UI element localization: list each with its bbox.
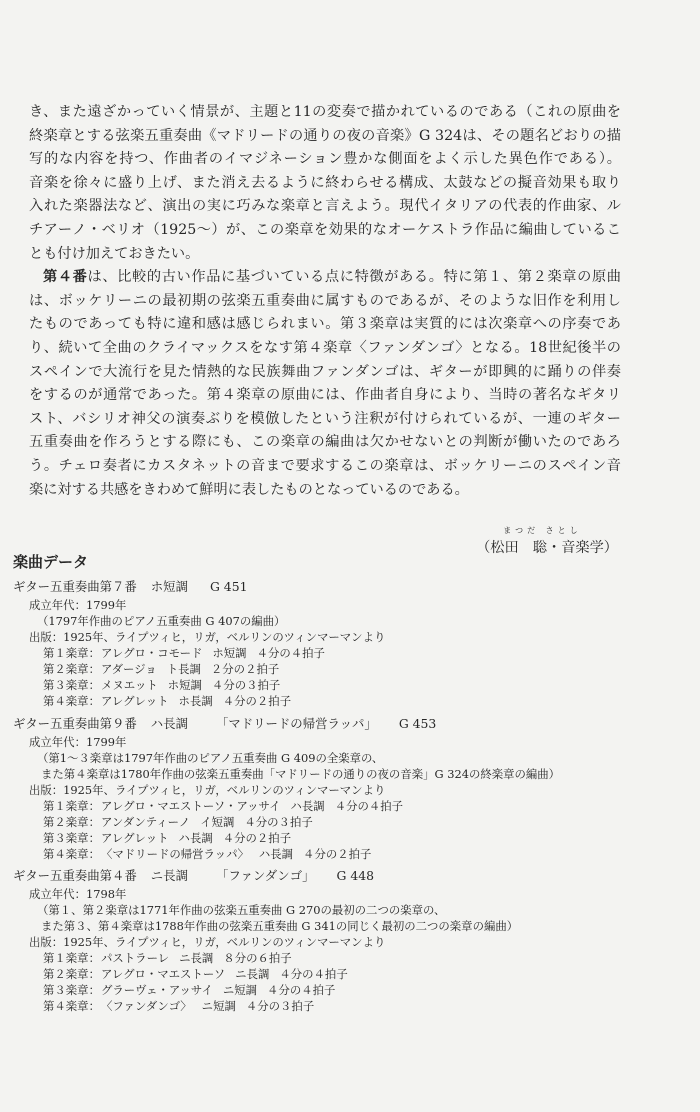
movement-meter: ４分の３拍子 <box>244 815 313 829</box>
text-line: は、ボッケリーニの最初期の弦楽五重奏曲に属すものであるが、そのような旧作を利用し <box>29 292 621 309</box>
movement-number: 第４楽章： <box>43 999 100 1013</box>
text-line: スト、バシリオ神父の演奏ぶりを模倣したという注釈が付けられているが、一連のギター <box>29 410 621 427</box>
movement-meter: ４分の２拍子 <box>303 847 372 861</box>
movement-meter: ４分の４拍子 <box>334 799 404 813</box>
text-line: 終楽章とする弦楽五重奏曲《マドリードの通りの夜の音楽》G 324は、その題名どおりの描 <box>29 127 621 144</box>
movement-number: 第２楽章： <box>43 967 100 981</box>
movement-key: ニ長調 <box>235 967 270 981</box>
paragraph-lead: 第４番 <box>43 269 88 286</box>
arrangement-note: （1797年作曲のピアノ五重奏曲 G 407の編曲） <box>37 614 286 628</box>
movement-meter: ４分の３拍子 <box>245 999 315 1013</box>
text-line: たものであっても特に違和感は感じられまい。第３楽章は実質的には次楽章への序奏であ <box>29 316 621 333</box>
movement-number: 第２楽章： <box>43 815 100 829</box>
catalog-number: G 448 <box>336 868 374 883</box>
piece-nickname: 「マドリードの帰営ラッパ」 <box>215 716 377 731</box>
text-line: 五重奏曲を作ろうとする際にも、この楽章の編曲は欠かせないとの判断が働いたのであろ <box>29 434 621 451</box>
signature-text: （松田 聡・音楽学） <box>476 540 618 556</box>
movement-key: イ短調 <box>200 815 235 829</box>
movement-meter: ２分の２拍子 <box>210 662 280 676</box>
movement-name: パストラーレ <box>101 951 170 965</box>
movement-number: 第１楽章： <box>43 799 100 813</box>
movement-name: アレグロ・マエストーソ <box>101 967 226 981</box>
piece-title: ギター五重奏曲第９番 <box>13 716 137 731</box>
movement-row <box>13 677 693 693</box>
publication-info: 出版：1925年、ライプツィヒ，リガ，ベルリンのツィンマーマンより <box>29 783 386 797</box>
movement-key: ニ短調 <box>222 983 258 997</box>
movement-row <box>13 798 693 814</box>
text-line: 楽に対する共感をきわめて鮮明に表したものとなっているのである。 <box>29 481 469 498</box>
movement-key: ト長調 <box>166 662 201 676</box>
movement-name: アンダンティーノ <box>101 815 191 829</box>
movement-meter: ４分の２拍子 <box>222 694 292 708</box>
composition-year: 成立年代：1799年 <box>29 598 127 612</box>
movement-row <box>13 846 693 862</box>
movement-meter: ４分の４拍子 <box>267 983 336 997</box>
piece-key: ハ長調 <box>150 716 188 731</box>
movement-meter: ４分の４拍子 <box>279 967 348 981</box>
piece-entry <box>13 866 693 1014</box>
arrangement-note: また第４楽章は1780年作曲の弦楽五重奏曲「マドリードの通りの夜の音楽」G 324の終楽章の編曲） <box>41 767 561 781</box>
movement-name: 〈マドリードの帰営ラッパ〉 <box>101 847 249 861</box>
catalog-number: G 451 <box>209 579 248 594</box>
text-line: をするのが通常であった。第４楽章の原曲には、作曲者自身により、当時の著名なギタリ <box>29 387 621 404</box>
movement-name: アレグロ・コモード <box>101 646 203 660</box>
movement-row <box>13 966 693 982</box>
movement-number: 第２楽章： <box>43 662 100 676</box>
movement-key: ホ短調 <box>212 646 247 660</box>
movement-meter: ４分の４拍子 <box>256 646 325 660</box>
text-line: 写的な内容を持つ、作曲者のイマジネーション豊かな側面をよく示した異色作である）。 <box>29 151 621 168</box>
movement-key: ホ短調 <box>167 678 202 692</box>
movement-row <box>13 998 693 1014</box>
movement-number: 第３楽章： <box>43 831 100 845</box>
movement-name: メヌエット <box>101 678 158 692</box>
movement-row <box>13 950 693 966</box>
movement-name: グラーヴェ・アッサイ <box>101 983 213 997</box>
movement-name: アレグレット <box>101 831 169 845</box>
movement-number: 第１楽章： <box>43 646 100 660</box>
piece-key: ニ長調 <box>150 868 188 883</box>
movement-name: アダージョ <box>101 662 157 676</box>
catalog-number: G 453 <box>398 716 437 731</box>
movement-row <box>13 982 693 998</box>
movement-key: ニ短調 <box>201 999 236 1013</box>
movement-meter: ８分の６拍子 <box>223 951 292 965</box>
movement-name: アレグロ・マエストーソ・アッサイ <box>101 799 281 813</box>
publication-info: 出版：1925年、ライプツィヒ，リガ，ベルリンのツィンマーマンより <box>29 630 386 644</box>
signature-ruby: まつだ さとし <box>503 526 582 535</box>
piece-entry <box>13 577 693 709</box>
movement-key: ハ長調 <box>290 799 325 813</box>
text-line: う。チェロ奏者にカスタネットの音まで要求するこの楽章は、ボッケリーニのスペイン音 <box>29 457 621 474</box>
text-line: チアーノ・ベリオ（1925〜）が、この楽章を効果的なオーケストラ作品に編曲しているこ <box>29 221 621 238</box>
movement-row <box>13 693 693 709</box>
essay-text <box>29 101 621 502</box>
movement-name: アレグレット <box>101 694 169 708</box>
section-heading: 楽曲データ <box>13 553 89 571</box>
composition-year: 成立年代：1799年 <box>29 735 127 749</box>
piece-entry <box>13 714 693 862</box>
movement-number: 第４楽章： <box>43 847 100 861</box>
movement-row <box>13 830 693 846</box>
composition-year: 成立年代：1798年 <box>29 887 127 901</box>
author-signature <box>476 526 618 557</box>
movement-key: ハ長調 <box>258 847 294 861</box>
movement-key: ホ長調 <box>178 694 213 708</box>
arrangement-note: また第３、第４楽章は1788年作曲の弦楽五重奏曲 G 341の同じく最初の二つの楽章の編曲） <box>41 919 519 933</box>
text-line: 入れた楽器法など、演出の実に巧みな楽章と言えよう。現代イタリアの代表的作曲家、ル <box>29 198 621 215</box>
piece-title-line <box>13 577 693 597</box>
piece-title-line <box>13 866 693 886</box>
piece-nickname: 「ファンダンゴ」 <box>215 868 315 883</box>
piece-title-line <box>13 714 693 734</box>
movement-key: ニ長調 <box>179 951 214 965</box>
text-line: スペインで大流行を見た情熱的な民族舞曲ファンダンゴは、ギターが即興的に踊りの伴奏 <box>29 363 621 380</box>
movement-number: 第４楽章： <box>43 694 100 708</box>
text-line: り、続いて全曲のクライマックスをなす第４楽章〈ファンダンゴ〉となる。18世紀後半の <box>29 339 621 356</box>
paragraph-first-line <box>29 266 621 290</box>
piece-title: ギター五重奏曲第４番 <box>13 868 137 883</box>
text-line: 音楽を徐々に盛り上げ、また消え去るように終わらせる構成、太鼓などの擬音効果も取り <box>29 174 621 191</box>
arrangement-note: （第1〜３楽章は1797年作曲のピアノ五重奏曲 G 409の全楽章の、 <box>37 751 384 765</box>
publication-info: 出版：1925年、ライプツィヒ，リガ，ベルリンのツィンマーマンより <box>29 935 386 949</box>
movement-meter: ４分の２拍子 <box>222 831 292 845</box>
movement-row <box>13 814 693 830</box>
movement-number: 第３楽章： <box>43 678 100 692</box>
movement-row <box>13 645 693 661</box>
text-line: き、また遠ざかっていく情景が、主題と11の変奏で描かれているのである（これの原曲を <box>29 104 621 120</box>
piece-title: ギター五重奏曲第７番 <box>13 579 137 594</box>
movement-number: 第３楽章： <box>43 983 100 997</box>
text-line: とも付け加えておきたい。 <box>29 245 200 262</box>
arrangement-note: （第１、第２楽章は1771年作曲の弦楽五重奏曲 G 270の最初の二つの楽章の、 <box>37 903 446 917</box>
movement-number: 第１楽章： <box>43 951 100 965</box>
paragraph-first-line-rest: は、比較的古い作品に基づいている点に特徴がある。特に第１、第２楽章の原曲 <box>87 269 621 286</box>
movement-meter: ４分の３拍子 <box>211 678 281 692</box>
piece-key: ホ短調 <box>150 579 188 594</box>
movement-name: 〈ファンダンゴ〉 <box>101 999 192 1013</box>
movement-row <box>13 661 693 677</box>
movement-key: ハ長調 <box>178 831 213 845</box>
